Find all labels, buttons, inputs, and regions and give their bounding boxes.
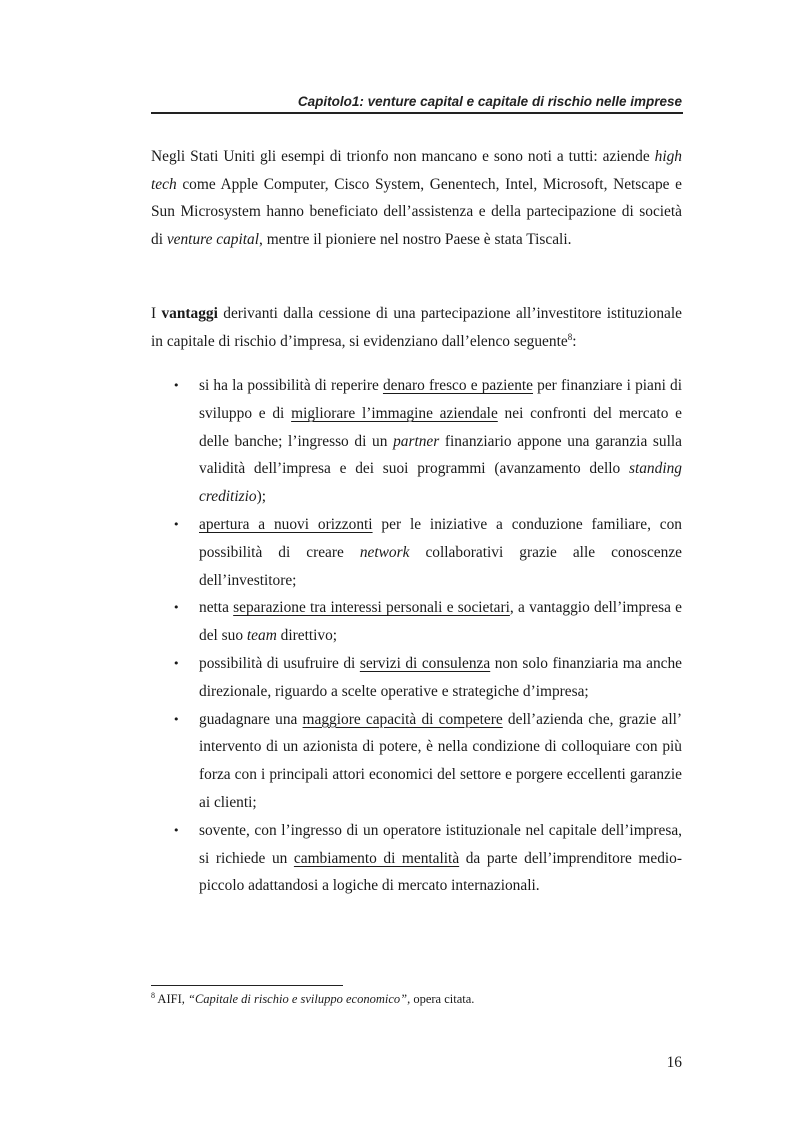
text-run: AIFI, <box>155 992 188 1006</box>
italic-phrase: team <box>246 627 277 645</box>
footnote <box>151 991 682 1007</box>
text-run: non solo finanziaria ma anche direzionale, riguardo a scelte operative e strategiche d’impresa; <box>199 654 682 700</box>
footnote-text <box>155 992 474 1006</box>
list-item-text <box>199 377 682 505</box>
text-run: per finanziare i piani di sviluppo e di <box>199 377 682 422</box>
bullet-icon: • <box>173 379 180 392</box>
text-run: si ha la possibilità di reperire <box>199 377 383 394</box>
bullet-icon: • <box>173 656 180 670</box>
list-item <box>151 706 682 817</box>
text-run: dell’azienda che, grazie all’ intervento di un azionista di potere, è nella condizione di colloquiare con più forza con i principali attori economici del settore e porgere eccellenti garanzie ai clienti; <box>199 710 682 811</box>
text-run: per le iniziative a conduzione familiare, con possibilità di creare <box>199 515 682 561</box>
text-run: direttivo; <box>276 627 338 645</box>
bullet-icon: • <box>173 601 180 615</box>
text-run: guadagnare una <box>199 710 303 728</box>
text-run: netta <box>199 599 234 617</box>
page-number: 16 <box>666 1054 682 1071</box>
list-item <box>151 594 682 650</box>
bullet-icon: • <box>173 517 180 531</box>
text-run: nei confronti del mercato e delle banche; l’ingresso di un <box>199 404 682 450</box>
bold-phrase: vantaggi <box>161 305 218 322</box>
bullet-icon: • <box>173 712 180 726</box>
italic-phrase: partner <box>393 432 440 450</box>
underlined-phrase: denaro fresco e paziente <box>382 377 533 394</box>
paragraph-intro <box>151 143 682 253</box>
list-item-text <box>199 711 682 811</box>
list-item-text <box>199 516 682 589</box>
underlined-phrase: servizi di consulenza <box>359 654 491 672</box>
list-item-text <box>199 822 682 895</box>
text-run: derivanti dalla cessione di una partecipazione all’investitore istituzionale in capitale di rischio d’impresa, si evidenziano dall’elenco seguente <box>151 305 682 350</box>
italic-phrase: standing creditizio <box>199 460 682 506</box>
text-run: sovente, con l’ingresso di un operatore istituzionale nel capitale dell’impresa, si richiede un <box>199 821 682 867</box>
underlined-phrase: cambiamento di mentalità <box>293 849 460 867</box>
text-run: possibilità di usufruire di <box>199 654 360 672</box>
text-run: come Apple Computer, Cisco System, Genentech, Intel, Microsoft, Netscape e Sun Microsystem hanno beneficiato dell’assistenza e della partecipazione di società di <box>151 175 682 248</box>
text-run: Negli Stati Uniti gli esempi di trionfo non mancano e sono noti a tutti: aziende <box>151 148 655 165</box>
footnote-marker: 8 <box>151 990 155 1000</box>
running-header: Capitolo1: venture capital e capitale di rischio nelle imprese <box>297 94 682 109</box>
header-rule <box>151 112 683 114</box>
text-run: : <box>572 332 577 350</box>
text-run: , a vantaggio dell’impresa e del suo <box>199 599 682 645</box>
text-run: finanziario appone una garanzia sulla validità dell’impresa e dei suoi programmi (avanzamento dello <box>199 432 682 478</box>
list-item-text <box>199 655 682 700</box>
text-run: collaborativi grazie alle conoscenze dell’investitore; <box>199 543 682 589</box>
underlined-phrase: maggiore capacità di competere <box>302 710 503 728</box>
footnote-rule <box>151 985 343 986</box>
text-run: ); <box>256 488 266 506</box>
list-item <box>151 372 682 511</box>
list-item-text <box>199 599 682 644</box>
underlined-phrase: separazione tra interessi personali e societari <box>233 599 510 617</box>
italic-phrase: venture capital <box>166 230 259 248</box>
footnote-reference: 8 <box>567 331 573 342</box>
list-item <box>151 511 682 594</box>
text-run: , mentre il pioniere nel nostro Paese è stata Tiscali. <box>259 230 572 248</box>
italic-phrase: high tech <box>151 148 682 193</box>
bullet-icon: • <box>173 823 180 837</box>
list-item <box>151 650 682 706</box>
advantages-list <box>151 372 682 900</box>
italic-phrase: “Capitale di rischio e sviluppo economico” <box>188 992 408 1006</box>
list-item <box>151 817 682 900</box>
italic-phrase: network <box>359 543 410 561</box>
text-run: I <box>151 305 162 322</box>
text-run: , opera citata. <box>407 992 475 1006</box>
text-run: da parte dell’imprenditore medio-piccolo adattandosi a logiche di mercato internazionali. <box>199 849 682 895</box>
underlined-phrase: migliorare l’immagine aziendale <box>291 404 498 422</box>
underlined-phrase: apertura a nuovi orizzonti <box>199 515 373 533</box>
paragraph-advantages <box>151 300 682 355</box>
